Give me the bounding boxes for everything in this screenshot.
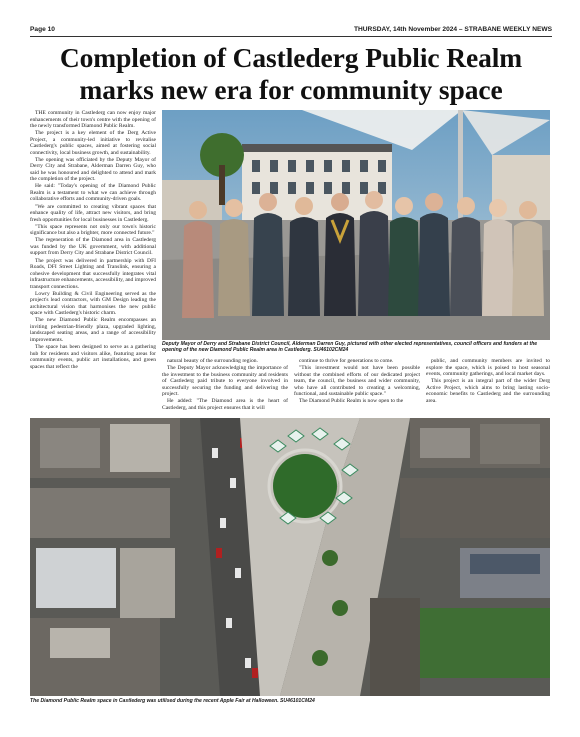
paragraph: "This investment would not have been possible without the combined efforts of our dedicated project team, the council, the business and wider community, who have all contributed to creating a welcoming, functional, and sustainable public space." xyxy=(294,365,420,398)
bottom-column-1 xyxy=(162,358,288,416)
paragraph: The opening was officiated by the Deputy Mayor of Derry City and Strabane, Alderman Darren Guy, who said he was honoured and delighted to attend and mark the completion of the project. xyxy=(30,156,156,183)
date-line: THURSDAY, 14th November 2024 – STRABANE WEEKLY NEWS xyxy=(354,26,552,33)
paragraph: The new Diamond Public Realm encompasses an inviting pedestrian-friendly plaza, upgraded lighting, landscaped seating areas, and a range of accessibility improvements. xyxy=(30,317,156,343)
paragraph: "We are committed to creating vibrant spaces that enhance quality of life, attract new visitors, and bring fresh opportunities for local businesses in Castlederg. xyxy=(30,203,156,223)
left-column xyxy=(30,110,156,416)
paragraph: THE community in Castlederg can now enjoy major enhancements of their town's centre with the opening of the newly transformed Diamond Public Realm. xyxy=(30,110,156,130)
group-photo-illustration xyxy=(162,110,550,340)
paragraph: The Diamond Public Realm is now open to the xyxy=(299,398,404,405)
aerial-photo xyxy=(30,418,550,696)
headline xyxy=(30,42,552,106)
aerial-photo-caption: The Diamond Public Realm space in Castlederg was utilised during the recent Apple Fair at Halloween. SU46101CM24 xyxy=(30,698,315,704)
group-photo xyxy=(162,110,550,340)
paragraph: natural beauty of the surrounding region. xyxy=(167,358,258,364)
paragraph: He added: "The Diamond area is the heart of Castlederg, and this project ensures that it will xyxy=(162,398,288,411)
page-number: Page 10 xyxy=(30,26,55,33)
paragraph: He said: "Today's opening of the Diamond Public Realm is a testament to what we can achieve through collaborative efforts and community-driven goals. xyxy=(30,183,156,203)
paragraph: This project is an integral part of the wider Derg Active Project, which aims to bring lasting socio-economic benefits to Castlederg and the surrounding area. xyxy=(426,378,550,404)
group-photo-caption: Deputy Mayor of Derry and Strabane District Council, Alderman Darren Guy, pictured with other elected representatives, council officers and funders at the opening of the new Diamond Public Realm area in Castlederg. SU46102CM24 xyxy=(162,341,538,354)
paragraph: "This space represents not only our town's historic significance but also a brighter, more connected future." xyxy=(30,223,156,237)
aerial-photo-illustration xyxy=(30,418,550,696)
paragraph: The project is a key element of the Derg Active Project, a community-led initiative to revitalise Castlederg's public spaces, aimed at fostering social connectivity, local business growth, and sustainability. xyxy=(30,130,156,156)
headline-line-2: marks new era for community space xyxy=(79,74,503,105)
paragraph: Lowry Building & Civil Engineering served as the project's lead contractors, with GM Design leading the architectural vision that harmonises the new public space with Castlederg's historic charm. xyxy=(30,290,156,317)
bottom-column-3 xyxy=(426,358,550,416)
bottom-column-2 xyxy=(294,358,420,416)
headline-line-1: Completion of Castlederg Public Realm xyxy=(59,42,523,73)
header-rule xyxy=(30,36,552,37)
paragraph: The Deputy Mayor acknowledging the importance of the investment to the business community and residents of Castlederg paid tribute to everyone involved in successfully securing the funding and delivering the project. xyxy=(162,365,288,398)
paragraph: The space has been designed to serve as a gathering hub for residents and visitors alike, featuring areas for community events, public art installations, and green spaces that reflect the xyxy=(30,343,156,370)
paragraph: The regeneration of the Diamond area in Castlederg was funded by the UK government, with additional support from Derry City and Strabane District Council. xyxy=(30,237,156,257)
paragraph: The project was delivered in partnership with DFI Roads, DFI Street Lighting and Translink, ensuring a cohesive development that successfully integrates vital infrastructure enhancements, accessibility, and improved transport connections. xyxy=(30,257,156,290)
paragraph: continue to thrive for generations to come. xyxy=(299,358,394,364)
paragraph: public, and community members are invited to explore the space, which is poised to host seasonal events, community gatherings, and local market days. xyxy=(426,358,550,378)
